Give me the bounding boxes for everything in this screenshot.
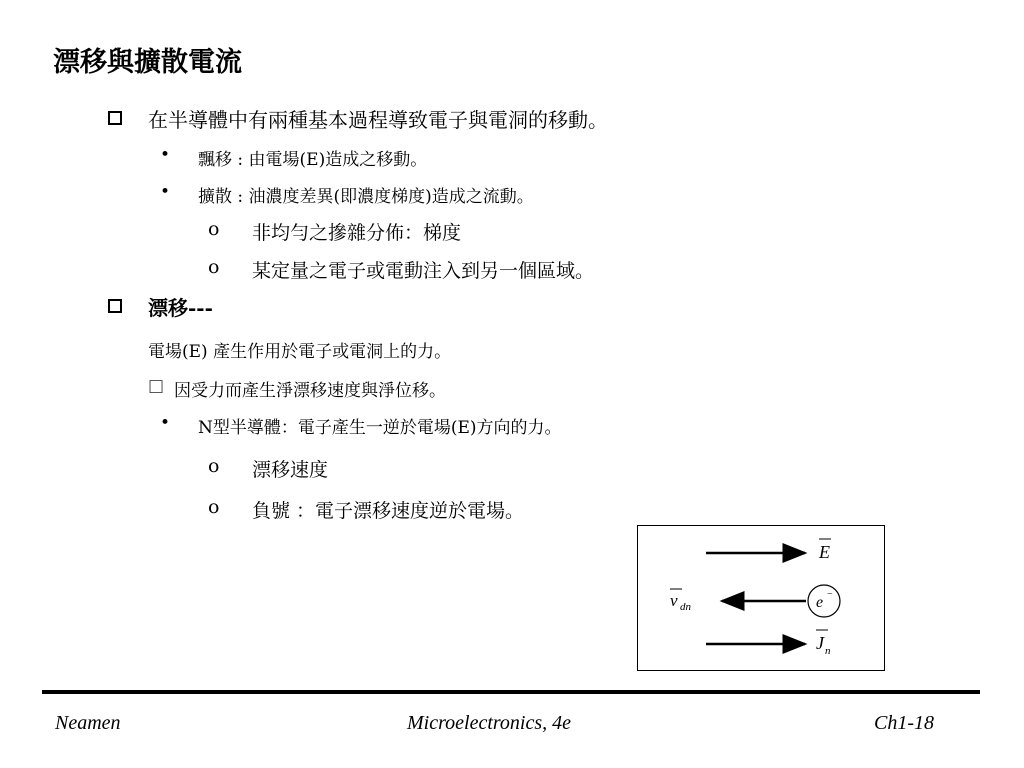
- section2-heading: 漂移---: [148, 296, 213, 320]
- label-e: e: [816, 594, 824, 611]
- bullet-icon: •: [160, 413, 171, 433]
- sub-item-drift-velocity: 漂移速度: [252, 459, 329, 481]
- sub-item-injection: 某定量之電子或電動注入到另一個區域。: [252, 260, 595, 282]
- footer-divider: [42, 690, 980, 694]
- label-E: E: [819, 542, 830, 562]
- sub-bullet-icon: o: [208, 496, 220, 518]
- label-J: J: [816, 633, 824, 653]
- label-v-sub: dn: [680, 601, 691, 613]
- footer-page: Ch1-18: [874, 712, 934, 734]
- footer-author: Neamen: [55, 712, 121, 734]
- label-J-sub: n: [825, 645, 831, 657]
- sub-bullet-icon: o: [208, 218, 220, 240]
- drift-velocity-line: 因受力而產生淨漂移速度與淨位移。: [174, 381, 446, 401]
- placeholder-box-icon: □: [148, 376, 165, 396]
- bullet-icon: •: [160, 145, 171, 165]
- bullet-icon: •: [160, 182, 171, 202]
- page-title: 漂移與擴散電流: [53, 47, 242, 78]
- drift-diagram-svg: [638, 526, 886, 672]
- sub-item-gradient: 非均勻之摻雜分佈：梯度: [252, 222, 462, 244]
- drift-force-line: 電場(E) 產生作用於電子或電洞上的力。: [148, 342, 452, 362]
- square-bullet-icon: [108, 111, 122, 125]
- electron-icon: [808, 585, 840, 617]
- footer-book: Microelectronics, 4e: [407, 712, 572, 734]
- section1-heading: 在半導體中有兩種基本過程導致電子與電洞的移動。: [148, 108, 608, 132]
- bullet-drift: 飄移 : 由電場(E)造成之移動。: [198, 150, 428, 170]
- drift-diagram: [637, 525, 885, 671]
- bullet-ntype: N型半導體：電子產生一逆於電場(E)方向的力。: [198, 418, 562, 438]
- square-bullet-icon: [108, 299, 122, 313]
- label-e-sup: −: [827, 589, 833, 600]
- label-v: v: [670, 591, 678, 610]
- sub-bullet-icon: o: [208, 455, 220, 477]
- sub-item-negative-sign: 負號 ：電子漂移速度逆於電場。: [252, 500, 525, 522]
- bullet-diffusion: 擴散 : 油濃度差異(即濃度梯度)造成之流動。: [198, 187, 534, 207]
- sub-bullet-icon: o: [208, 256, 220, 278]
